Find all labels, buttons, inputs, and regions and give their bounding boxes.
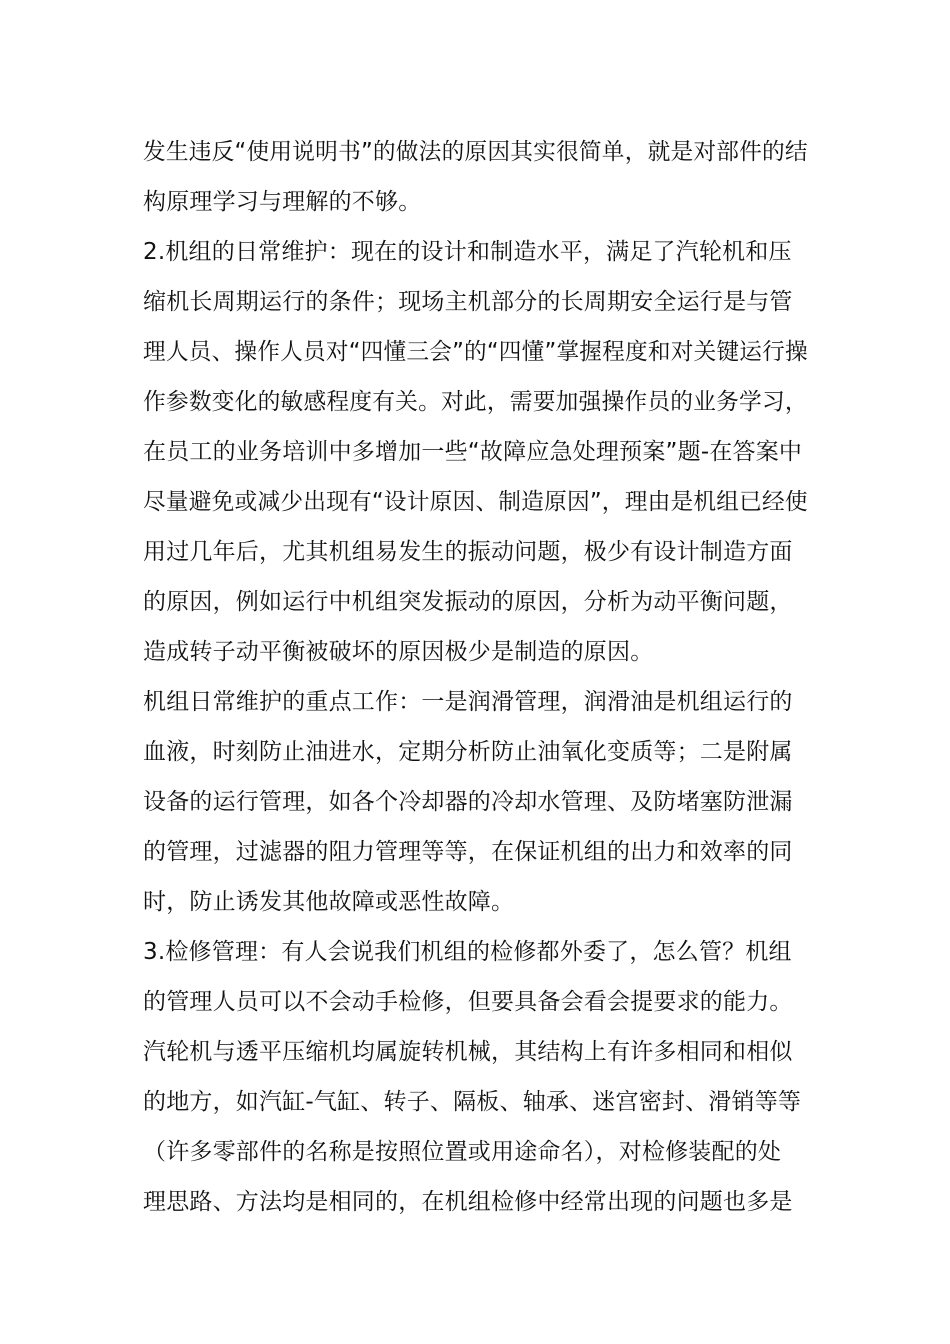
text-line: 造成转子动平衡被破坏的原因极少是制造的原因。: [143, 639, 654, 665]
text-line: 发生违反“使用说明书”的做法的原因其实很简单，就是对部件的结: [143, 139, 808, 165]
text-line: 时，防止诱发其他故障或恶性故障。: [143, 889, 515, 915]
text-line: 作参数变化的敏感程度有关。对此，需要加强操作员的业务学习，: [143, 389, 808, 415]
text-line: （许多零部件的名称是按照位置或用途命名），对检修装配的处: [143, 1139, 782, 1165]
text-line: 用过几年后，尤其机组易发生的振动问题，极少有设计制造方面: [143, 539, 793, 565]
text-line: 3.检修管理：有人会说我们机组的检修都外委了，怎么管？机组: [143, 939, 792, 965]
text-line: 在员工的业务培训中多增加一些“故障应急处理预案”题-在答案中: [143, 439, 803, 465]
text-line: 缩机长周期运行的条件；现场主机部分的长周期安全运行是与管: [143, 289, 793, 315]
text-line: 的原因，例如运行中机组突发振动的原因，分析为动平衡问题，: [143, 589, 793, 615]
text-line: 尽量避免或减少出现有“设计原因、制造原因”，理由是机组已经使: [143, 489, 808, 515]
text-line: 汽轮机与透平压缩机均属旋转机械，其结构上有许多相同和相似: [143, 1039, 793, 1065]
text-line: 理思路、方法均是相同的，在机组检修中经常出现的问题也多是: [143, 1189, 793, 1215]
text-line: 的管理人员可以不会动手检修，但要具备会看会提要求的能力。: [143, 989, 793, 1015]
text-line: 的管理，过滤器的阻力管理等等，在保证机组的出力和效率的同: [143, 839, 793, 865]
text-line: 机组日常维护的重点工作：一是润滑管理，润滑油是机组运行的: [143, 689, 793, 715]
text-line: 理人员、操作人员对“四懂三会”的“四懂”掌握程度和对关键运行操: [143, 339, 808, 365]
text-line: 的地方，如汽缸-气缸、转子、隔板、轴承、迷宫密封、滑销等等: [143, 1089, 802, 1115]
text-line: 设备的运行管理，如各个冷却器的冷却水管理、及防堵塞防泄漏: [143, 789, 793, 815]
text-line: 构原理学习与理解的不够。: [143, 189, 422, 215]
text-line: 2.机组的日常维护：现在的设计和制造水平，满足了汽轮机和压: [143, 239, 792, 265]
text-line: 血液，时刻防止油进水，定期分析防止油氧化变质等；二是附属: [143, 739, 793, 765]
